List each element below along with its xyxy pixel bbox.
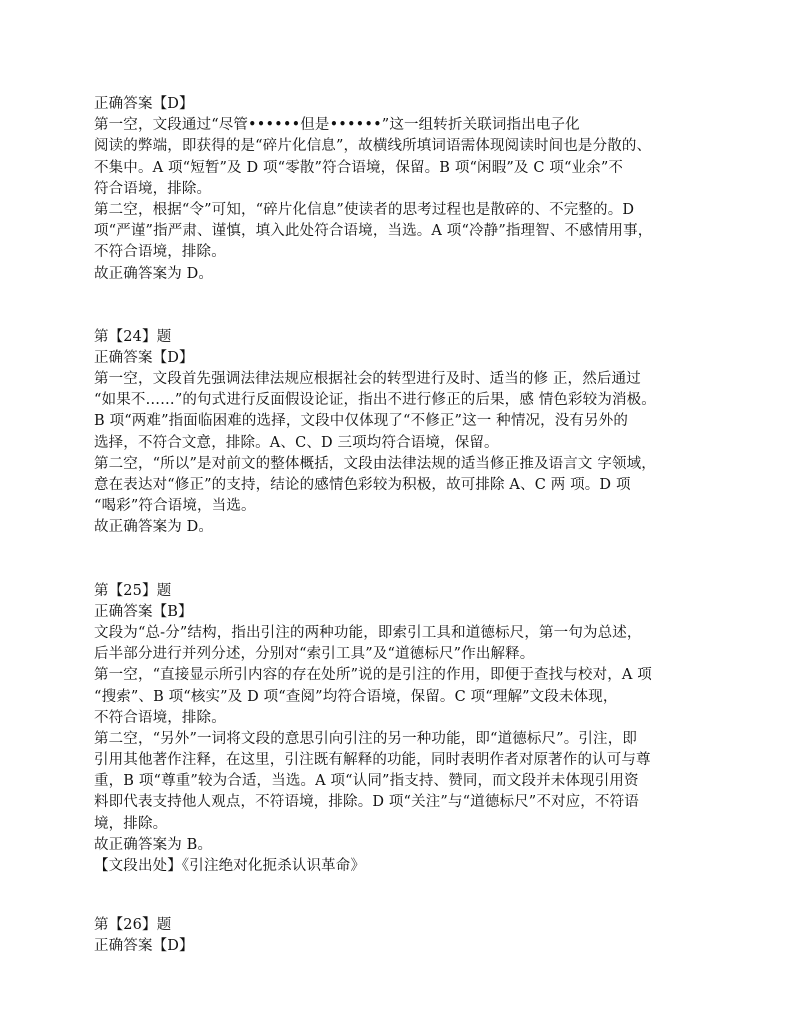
explanation-line: 阅读的弊端，即获得的是“碎片化信息”，故横线所填词语需体现阅读时间也是分散的、 xyxy=(94,138,652,155)
explanation-line: 重，B 项“尊重”较为合适，当选。A 项“认同”指支持、赞同，而文段并未体现引用资 xyxy=(94,773,639,790)
explanation-line: 第一空，文段首先强调法律法规应根据社会的转型进行及时、适当的修 正，然后通过 xyxy=(94,371,641,388)
explanation-line: 选择，不符合文意，排除。A、C、D 三项均符合语境，保留。 xyxy=(94,434,499,451)
explanation-line: 不符合语境，排除。 xyxy=(94,244,226,261)
explanation-line: 引用其他著作注释，在这里，引注既有解释的功能，同时表明作者对原著作的认可与尊 xyxy=(94,752,651,769)
explanation-line: 文段为“总-分”结构，指出引注的两种功能，即索引工具和道德标尺，第一句为总述， xyxy=(94,624,642,641)
question-23-explanation xyxy=(94,94,724,285)
question-title: 第【26】题 xyxy=(94,917,172,934)
section-spacer xyxy=(94,539,724,581)
correct-answer: 正确答案【B】 xyxy=(94,603,193,620)
question-25-explanation xyxy=(94,581,724,878)
final-answer-line: 故正确答案为 D。 xyxy=(94,265,214,282)
final-answer-line: 故正确答案为 B。 xyxy=(94,836,213,853)
explanation-line: 第一空，“直接显示所引内容的存在处所”说的是引注的作用，即便于查找与校对，A 项 xyxy=(94,667,652,684)
correct-answer: 正确答案【D】 xyxy=(94,349,194,366)
section-spacer xyxy=(94,877,724,915)
explanation-line: 意在表达对“修正”的支持，结论的感情色彩较为积极，故可排除 A、C 两 项。D 项 xyxy=(94,477,631,493)
explanation-line: 项“严谨”指严肃、谨慎，填入此处符合语境，当选。A 项“冷静”指理智、不感情用事， xyxy=(94,223,653,240)
explanation-line: “如果不……”的句式进行反面假设论证，指出不进行修正的后果，感 情色彩较为消极。 xyxy=(94,392,656,409)
explanation-line: 第二空，“所以”是对前文的整体概括，文段由法律法规的适当修正推及语言文 字领域， xyxy=(94,455,656,472)
correct-answer: 正确答案【D】 xyxy=(94,938,194,955)
explanation-line: 第一空，文段通过“尽管••••••但是••••••”这一组转折关联词指出电子化 xyxy=(94,117,580,134)
question-26-explanation xyxy=(94,915,724,957)
explanation-line: 境，排除。 xyxy=(94,815,168,832)
explanation-line: 料即代表支持他人观点，不符语境，排除。D 项“关注”与“道德标尺”不对应，不符语 xyxy=(94,794,639,811)
section-spacer xyxy=(94,285,724,327)
source-citation: 【文段出处】《引注绝对化扼杀认识革命》 xyxy=(94,858,366,874)
explanation-line: 后半部分进行并列分述，分别对“索引工具”及“道德标尺”作出解释。 xyxy=(94,646,535,663)
question-24-explanation xyxy=(94,327,724,539)
explanation-line: 符合语境，排除。 xyxy=(94,180,212,197)
explanation-line: 不集中。A 项“短暂”及 D 项“零散”符合语境，保留。B 项“闲暇”及 C 项“业余”不 xyxy=(94,159,624,176)
explanation-line: B 项“两难”指面临困难的选择，文段中仅体现了“不修正”这一 种情况，没有另外的 xyxy=(94,413,629,430)
explanation-line: “搜索”、B 项“核实”及 D 项“查阅”均符合语境，保留。C 项“理解”文段未体现， xyxy=(94,688,618,705)
correct-answer: 正确答案【D】 xyxy=(94,96,194,112)
question-title: 第【24】题 xyxy=(94,328,172,345)
final-answer-line: 故正确答案为 D。 xyxy=(94,519,214,536)
explanation-line: 不符合语境，排除。 xyxy=(94,709,226,726)
question-title: 第【25】题 xyxy=(94,582,172,599)
answer-explanations-page xyxy=(94,94,724,958)
explanation-line: 第二空，“另外”一词将文段的意思引向引注的另一种功能，即“道德标尺”。引注，即 xyxy=(94,730,637,747)
explanation-line: “喝彩”符合语境，当选。 xyxy=(94,498,256,515)
explanation-line: 第二空，根据“令”可知，“碎片化信息”使读者的思考过程也是散碎的、不完整的。D xyxy=(94,201,635,218)
